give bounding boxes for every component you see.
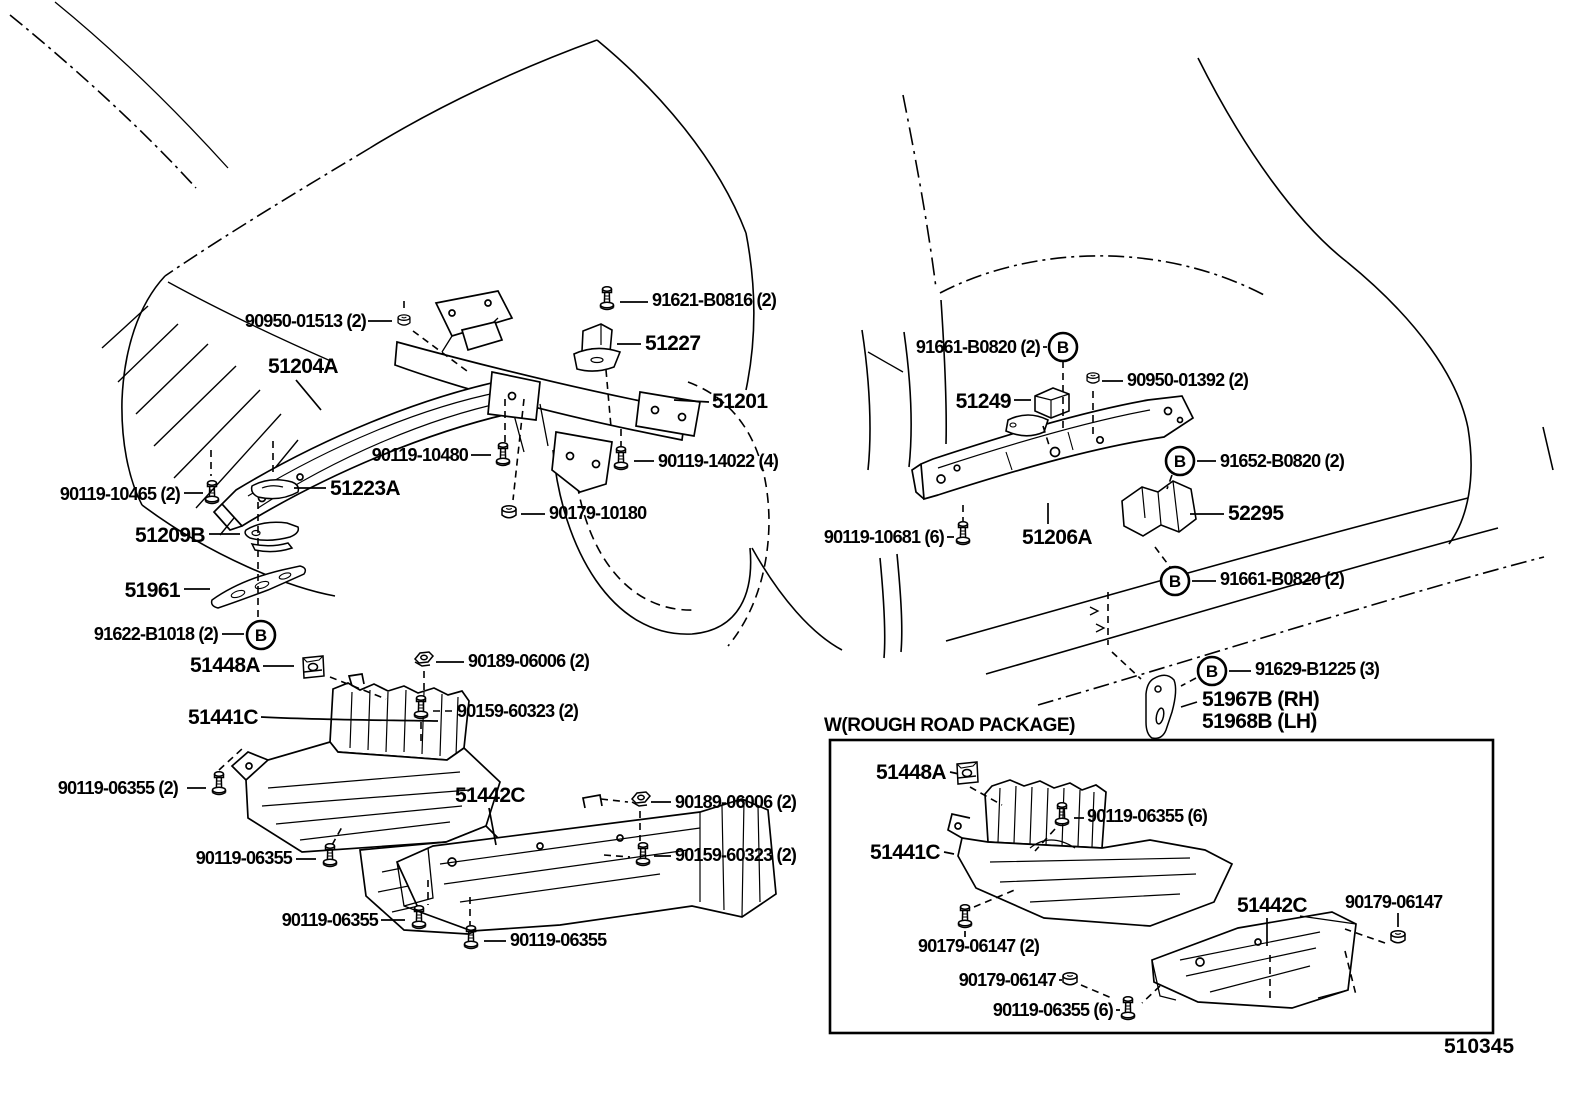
label-90119-14022: 90119-14022 (4): [658, 451, 779, 471]
label-90950-01392: 90950-01392 (2): [1127, 370, 1249, 390]
rough-road-box-title: W(ROUGH ROAD PACKAGE): [824, 715, 1075, 736]
label-91661-b0820-lower: 91661-B0820 (2): [1220, 569, 1345, 589]
bolt-icon: [959, 905, 972, 928]
label-51209b: 51209B: [135, 524, 205, 547]
bolt-icon: [1122, 997, 1135, 1020]
label-91629-b1225: 91629-B1225 (3): [1255, 659, 1380, 679]
label-90179-06147-left: 90179-06147 (2): [918, 936, 1040, 956]
bolt-icon: [213, 772, 226, 795]
bolt-icon: [497, 443, 510, 466]
label-91621-b0816: 91621-B0816 (2): [652, 290, 777, 310]
label-51961: 51961: [124, 579, 180, 602]
label-90179-06147-mid: 90179-06147: [958, 970, 1056, 990]
label-51448a-box: 51448A: [876, 761, 946, 784]
nut-icon: [1063, 973, 1077, 985]
plate-51223a-drawing: [252, 480, 299, 499]
plate-51967b-drawing: [1146, 675, 1176, 738]
front-car-outline: [10, 2, 842, 650]
label-90119-06355-bottom2: 90119-06355: [510, 930, 607, 950]
b-markers: [247, 333, 1226, 685]
b-marker-letter: B: [1205, 662, 1219, 681]
label-90950-01513: 90950-01513 (2): [244, 311, 366, 331]
clip-icon: [415, 652, 433, 666]
b-marker: [1161, 567, 1189, 595]
bolt-icon: [615, 447, 628, 470]
label-90119-06355-left: 90119-06355 (2): [57, 778, 178, 798]
bolt-icon: [957, 522, 970, 545]
label-90119-06355-bottom1: 90119-06355: [281, 910, 378, 930]
label-51442c-box: 51442C: [1237, 894, 1307, 917]
b-marker: [1049, 333, 1077, 361]
label-51204a: 51204A: [268, 355, 338, 378]
leader-lines: [184, 302, 1398, 1010]
bracket-52295-drawing: [1122, 481, 1196, 536]
label-52295: 52295: [1228, 502, 1284, 525]
stopper-51227-drawing: [574, 324, 620, 371]
label-51227: 51227: [645, 332, 701, 355]
bolt-icon: [601, 287, 614, 310]
label-90119-06355-box-lower: 90119-06355 (6): [992, 1000, 1113, 1020]
b-marker-letter: B: [1173, 452, 1187, 471]
label-51441c-box: 51441C: [870, 841, 940, 864]
diagram-code: 510345: [1444, 1035, 1515, 1058]
label-51968b: 51968B (LH): [1202, 710, 1317, 733]
label-90119-10480: 90119-10480: [371, 445, 468, 465]
label-90119-06355-box-upper: 90119-06355 (6): [1087, 806, 1208, 826]
rr-cover-51442c-drawing: [1152, 912, 1356, 1008]
label-90159-60323-upper: 90159-60323 (2): [457, 701, 579, 721]
label-91622-b1018: 91622-B1018 (2): [93, 624, 218, 644]
label-90189-06006-upper: 90189-06006 (2): [468, 651, 590, 671]
clip-icon: [632, 792, 650, 806]
grommet-icon: [398, 315, 410, 325]
rr-cover-51441c-drawing: [948, 780, 1232, 926]
label-51206a: 51206A: [1022, 526, 1092, 549]
grommet-icon: [1087, 373, 1099, 383]
bolt-icon: [206, 481, 219, 504]
label-51442c-front: 51442C: [455, 784, 525, 807]
bolt-icon: [465, 926, 478, 949]
label-90119-10465: 90119-10465 (2): [59, 484, 180, 504]
label-51967b: 51967B (RH): [1202, 688, 1320, 711]
b-marker-letter: B: [1168, 572, 1182, 591]
label-51201: 51201: [712, 390, 768, 413]
label-90179-10180: 90179-10180: [549, 503, 647, 523]
label-90119-06355-mid: 90119-06355: [195, 848, 292, 868]
b-marker-letter: B: [1056, 338, 1070, 357]
label-90159-60323-lower: 90159-60323 (2): [675, 845, 797, 865]
clip-nut-icon: [303, 656, 324, 678]
label-51223a: 51223A: [330, 477, 400, 500]
bolt-icon: [324, 844, 337, 867]
b-marker: [247, 621, 275, 649]
nut-icon: [502, 506, 516, 518]
b-marker: [1198, 657, 1226, 685]
label-90189-06006-lower: 90189-06006 (2): [675, 792, 797, 812]
label-91652-b0820: 91652-B0820 (2): [1220, 451, 1345, 471]
label-91661-b0820-upper: 91661-B0820 (2): [915, 337, 1040, 357]
clip-nut-icon: [957, 762, 978, 784]
label-51249: 51249: [955, 390, 1011, 413]
label-90119-10681: 90119-10681 (6): [823, 527, 944, 547]
label-51448a-front: 51448A: [190, 654, 260, 677]
plate-51209b-drawing: [245, 522, 298, 551]
label-90179-06147-right: 90179-06147: [1345, 892, 1443, 912]
label-51441c-front: 51441C: [188, 706, 258, 729]
nut-icon: [1391, 931, 1405, 943]
b-marker-letter: B: [254, 626, 268, 645]
b-marker: [1166, 447, 1194, 475]
